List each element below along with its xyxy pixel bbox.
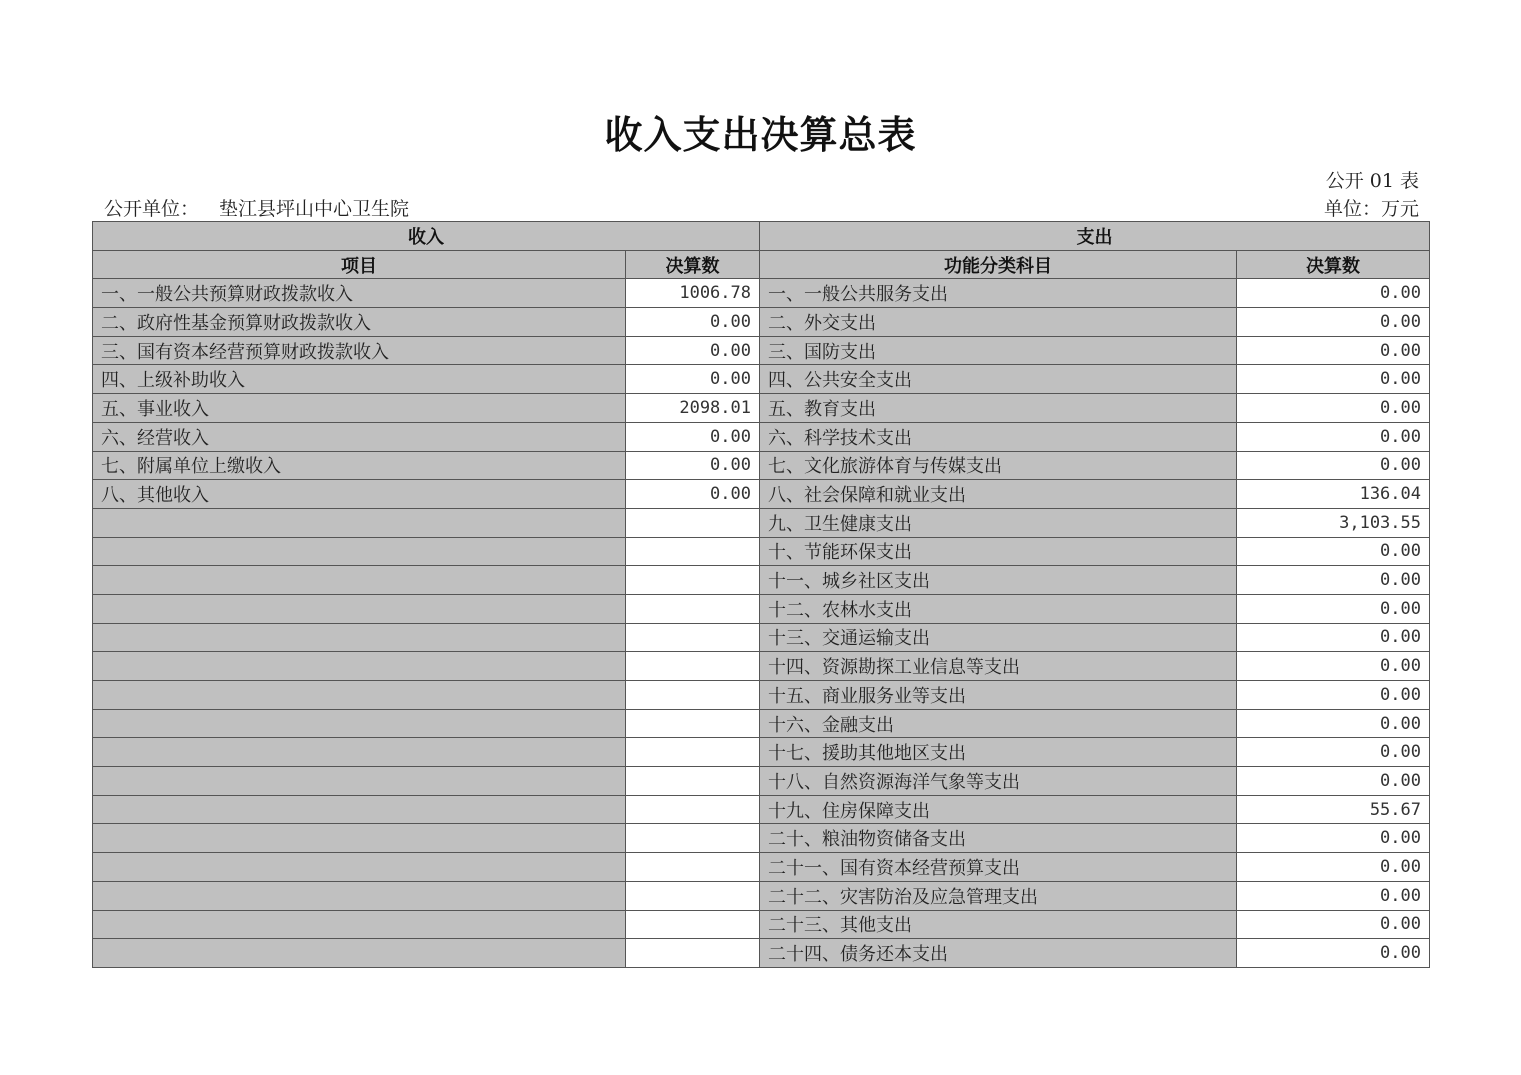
expense-amount-cell: 0.00: [1237, 365, 1430, 394]
income-amount-cell: [626, 709, 760, 738]
income-amount-cell: 0.00: [626, 336, 760, 365]
income-amount-cell: 0.00: [626, 480, 760, 509]
expense-item-cell: 十七、援助其他地区支出: [760, 738, 1237, 767]
expense-amount-cell: 0.00: [1237, 910, 1430, 939]
table-row: [93, 394, 1430, 423]
expense-amount-cell: 0.00: [1237, 279, 1430, 308]
income-amount-cell: 1006.78: [626, 279, 760, 308]
table-row: [93, 451, 1430, 480]
expense-item-cell: 三、国防支出: [760, 336, 1237, 365]
expense-item-cell: 十八、自然资源海洋气象等支出: [760, 767, 1237, 796]
table-row: [93, 279, 1430, 308]
expense-item-cell: 十、节能环保支出: [760, 537, 1237, 566]
expense-amount-cell: 0.00: [1237, 308, 1430, 337]
income-amount-cell: [626, 939, 760, 968]
income-section-header: 收入: [93, 222, 760, 251]
table-row: [93, 365, 1430, 394]
income-amount-cell: [626, 537, 760, 566]
income-amount-cell: 0.00: [626, 365, 760, 394]
income-item-cell: [93, 939, 626, 968]
section-header-row: [93, 222, 1430, 251]
income-item-header: 项目: [93, 250, 626, 279]
table-row: [93, 824, 1430, 853]
table-row: [93, 594, 1430, 623]
column-header-row: [93, 250, 1430, 279]
income-amount-cell: [626, 623, 760, 652]
table-row: [93, 508, 1430, 537]
income-item-cell: [93, 652, 626, 681]
expense-item-cell: 十九、住房保障支出: [760, 795, 1237, 824]
income-amount-cell: [626, 853, 760, 882]
expense-item-cell: 五、教育支出: [760, 394, 1237, 423]
income-item-cell: [93, 623, 626, 652]
table-row: [93, 537, 1430, 566]
table-row: [93, 566, 1430, 595]
expense-amount-cell: 0.00: [1237, 652, 1430, 681]
income-item-cell: 六、经营收入: [93, 422, 626, 451]
expense-item-cell: 十一、城乡社区支出: [760, 566, 1237, 595]
expense-amount-cell: 0.00: [1237, 709, 1430, 738]
income-amount-cell: 0.00: [626, 308, 760, 337]
income-item-cell: 八、其他收入: [93, 480, 626, 509]
income-expense-table: [92, 221, 1430, 968]
income-amount-cell: [626, 767, 760, 796]
table-row: [93, 795, 1430, 824]
expense-item-cell: 十二、农林水支出: [760, 594, 1237, 623]
income-item-cell: [93, 824, 626, 853]
expense-amount-cell: 0.00: [1237, 394, 1430, 423]
table-row: [93, 336, 1430, 365]
table-row: [93, 881, 1430, 910]
table-row: [93, 422, 1430, 451]
expense-amount-cell: 55.67: [1237, 795, 1430, 824]
table-row: [93, 652, 1430, 681]
expense-item-cell: 二、外交支出: [760, 308, 1237, 337]
expense-amount-cell: 0.00: [1237, 623, 1430, 652]
expense-amount-cell: 0.00: [1237, 681, 1430, 710]
expense-item-cell: 八、社会保障和就业支出: [760, 480, 1237, 509]
expense-item-cell: 六、科学技术支出: [760, 422, 1237, 451]
income-item-cell: 二、政府性基金预算财政拨款收入: [93, 308, 626, 337]
expense-amount-cell: 0.00: [1237, 853, 1430, 882]
income-item-cell: [93, 537, 626, 566]
expense-amount-cell: 0.00: [1237, 767, 1430, 796]
income-amount-cell: [626, 881, 760, 910]
table-row: [93, 480, 1430, 509]
income-amount-header: 决算数: [626, 250, 760, 279]
income-amount-cell: [626, 738, 760, 767]
income-amount-cell: 2098.01: [626, 394, 760, 423]
expense-amount-cell: 0.00: [1237, 336, 1430, 365]
income-item-cell: [93, 566, 626, 595]
expense-item-cell: 二十一、国有资本经营预算支出: [760, 853, 1237, 882]
expense-amount-cell: 0.00: [1237, 537, 1430, 566]
money-unit: 单位：万元: [1323, 198, 1419, 220]
expense-amount-cell: 0.00: [1237, 594, 1430, 623]
income-item-cell: [93, 910, 626, 939]
form-number: 公开 01 表: [1325, 170, 1419, 192]
expense-amount-cell: 0.00: [1237, 738, 1430, 767]
expense-item-cell: 二十三、其他支出: [760, 910, 1237, 939]
table-row: [93, 910, 1430, 939]
income-item-cell: [93, 881, 626, 910]
expense-item-cell: 十五、商业服务业等支出: [760, 681, 1237, 710]
reporting-unit: [104, 194, 409, 221]
income-item-cell: [93, 795, 626, 824]
expense-amount-cell: 0.00: [1237, 422, 1430, 451]
income-item-cell: [93, 594, 626, 623]
income-amount-cell: [626, 594, 760, 623]
table-row: [93, 623, 1430, 652]
expense-item-cell: 四、公共安全支出: [760, 365, 1237, 394]
expense-amount-cell: 136.04: [1237, 480, 1430, 509]
income-item-cell: 一、一般公共预算财政拨款收入: [93, 279, 626, 308]
income-item-cell: 四、上级补助收入: [93, 365, 626, 394]
income-item-cell: [93, 681, 626, 710]
reporting-unit-name: 垫江县坪山中心卫生院: [219, 198, 410, 220]
income-item-cell: 三、国有资本经营预算财政拨款收入: [93, 336, 626, 365]
income-amount-cell: [626, 795, 760, 824]
table-row: [93, 709, 1430, 738]
expense-item-header: 功能分类科目: [760, 250, 1237, 279]
table-row: [93, 308, 1430, 337]
expense-amount-cell: 0.00: [1237, 451, 1430, 480]
income-amount-cell: [626, 652, 760, 681]
expense-item-cell: 二十四、债务还本支出: [760, 939, 1237, 968]
page-title: 收入支出决算总表: [604, 112, 917, 157]
expense-item-cell: 十六、金融支出: [760, 709, 1237, 738]
expense-item-cell: 十四、资源勘探工业信息等支出: [760, 652, 1237, 681]
income-item-cell: 七、附属单位上缴收入: [93, 451, 626, 480]
income-amount-cell: [626, 566, 760, 595]
expense-item-cell: 二十、粮油物资储备支出: [760, 824, 1237, 853]
expense-amount-cell: 3,103.55: [1237, 508, 1430, 537]
income-amount-cell: [626, 910, 760, 939]
expense-item-cell: 二十二、灾害防治及应急管理支出: [760, 881, 1237, 910]
table-row: [93, 681, 1430, 710]
expense-amount-header: 决算数: [1237, 250, 1430, 279]
income-amount-cell: 0.00: [626, 422, 760, 451]
reporting-unit-label: 公开单位：: [104, 198, 200, 220]
income-item-cell: 五、事业收入: [93, 394, 626, 423]
expense-amount-cell: 0.00: [1237, 939, 1430, 968]
income-amount-cell: [626, 824, 760, 853]
income-amount-cell: [626, 508, 760, 537]
expense-amount-cell: 0.00: [1237, 566, 1430, 595]
table-row: [93, 853, 1430, 882]
table-row: [93, 767, 1430, 796]
expense-item-cell: 十三、交通运输支出: [760, 623, 1237, 652]
income-item-cell: [93, 767, 626, 796]
income-amount-cell: 0.00: [626, 451, 760, 480]
expense-item-cell: 九、卫生健康支出: [760, 508, 1237, 537]
income-item-cell: [93, 853, 626, 882]
table-row: [93, 939, 1430, 968]
income-amount-cell: [626, 681, 760, 710]
table-body: [93, 279, 1430, 968]
expense-item-cell: 七、文化旅游体育与传媒支出: [760, 451, 1237, 480]
expense-amount-cell: 0.00: [1237, 881, 1430, 910]
income-item-cell: [93, 738, 626, 767]
income-item-cell: [93, 709, 626, 738]
expense-amount-cell: 0.00: [1237, 824, 1430, 853]
expense-item-cell: 一、一般公共服务支出: [760, 279, 1237, 308]
table-row: [93, 738, 1430, 767]
income-item-cell: [93, 508, 626, 537]
expense-section-header: 支出: [760, 222, 1430, 251]
